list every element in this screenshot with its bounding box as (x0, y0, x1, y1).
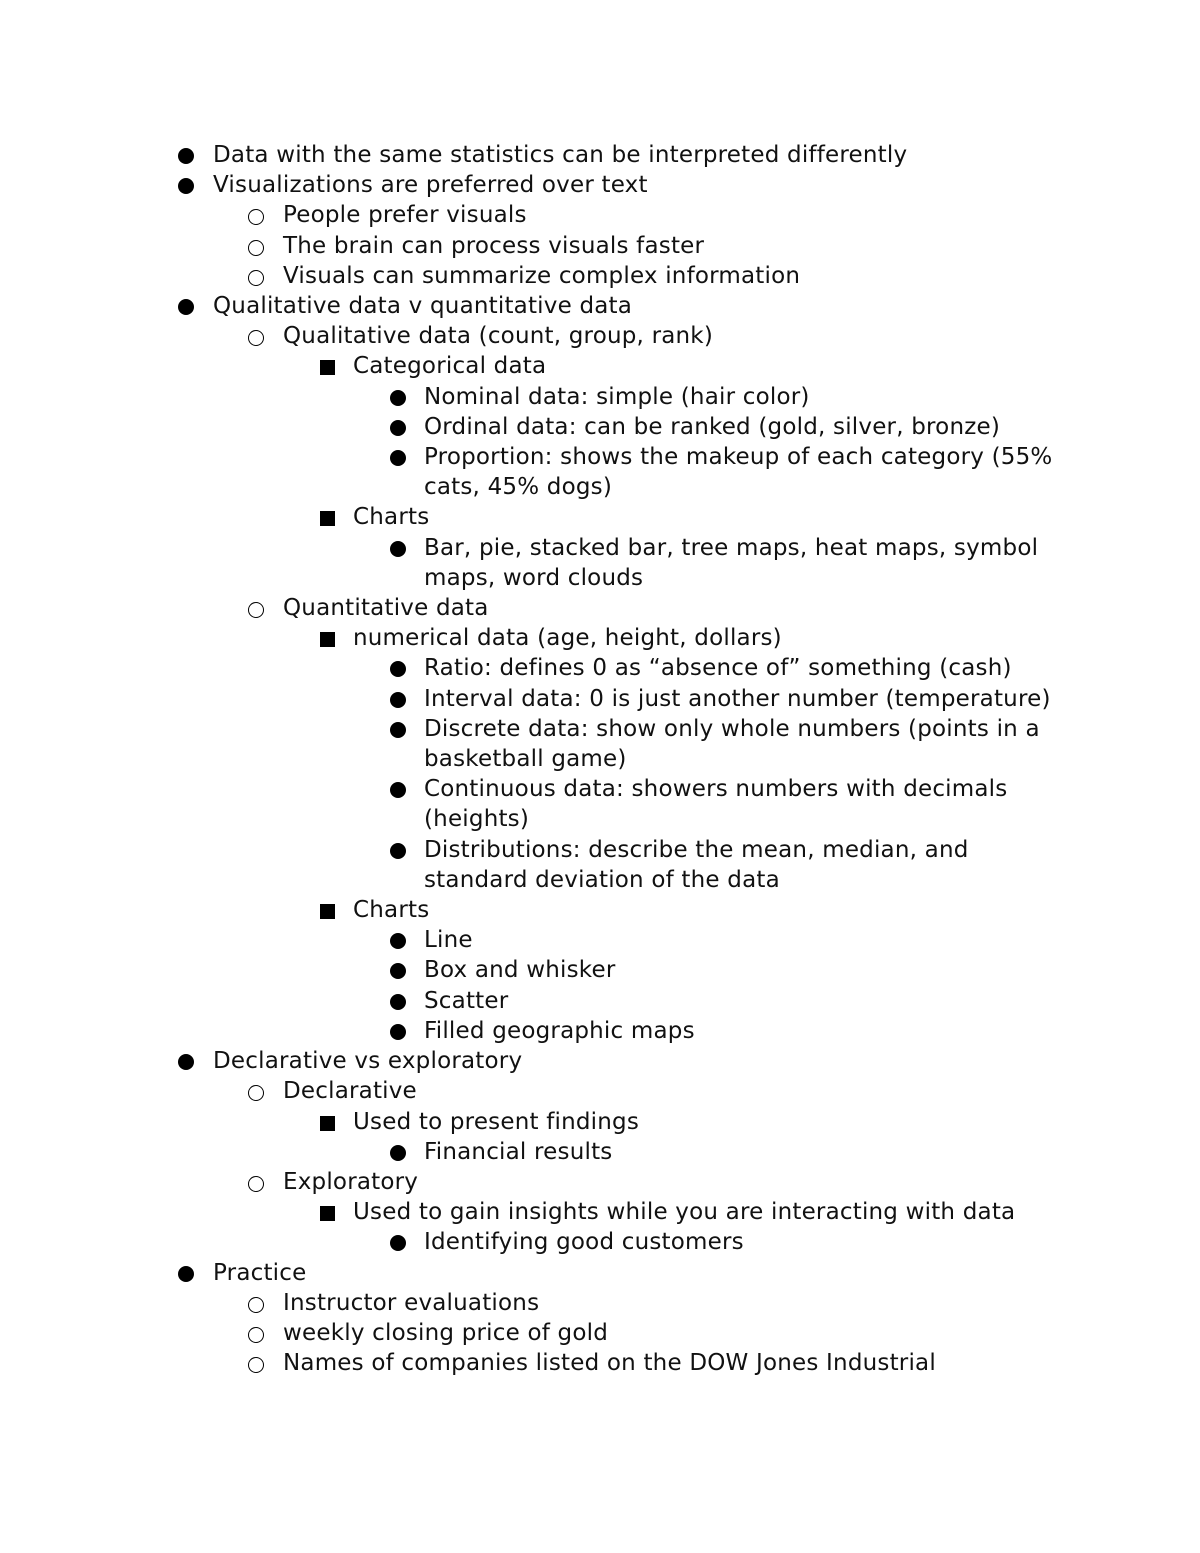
item-text: Visualizations are preferred over text (213, 172, 648, 199)
list-item (0, 533, 1064, 593)
list-item (0, 1318, 1200, 1348)
list-item (0, 140, 1200, 170)
square-bullet-icon (320, 904, 335, 919)
list-item (0, 925, 1064, 955)
disc-bullet-icon (390, 692, 406, 708)
item-text: Distributions: describe the mean, median, and standard deviation of the data (424, 836, 969, 893)
item-text: Bar, pie, stacked bar, tree maps, heat maps, symbol maps, word clouds (424, 534, 1039, 591)
item-text: Declarative vs exploratory (213, 1048, 523, 1075)
item-text: Discrete data: show only whole numbers (points in a basketball game) (424, 715, 1040, 773)
list-item (0, 774, 1064, 834)
disc-bullet-icon (390, 722, 406, 738)
disc-bullet-icon (390, 450, 406, 466)
item-text: Exploratory (283, 1168, 419, 1195)
disc-bullet-icon (178, 1054, 194, 1070)
item-text: Ordinal data: can be ranked (gold, silver, bronze) (424, 413, 1001, 440)
item-text: Box and whisker (424, 957, 616, 984)
disc-bullet-icon (390, 994, 406, 1010)
item-text: Instructor evaluations (283, 1289, 540, 1316)
list-item (0, 1076, 1200, 1106)
disc-bullet-icon (390, 1024, 406, 1040)
list-item (0, 835, 1064, 895)
list-item (0, 442, 1064, 502)
notes-outline (0, 140, 1200, 1378)
list-item (0, 1137, 1064, 1167)
item-text: Charts (353, 504, 430, 531)
list-item (0, 231, 1200, 261)
square-bullet-icon (320, 1116, 335, 1131)
disc-bullet-icon (178, 299, 194, 315)
list-item (0, 502, 1200, 532)
circle-bullet-icon (248, 240, 264, 256)
list-item (0, 1258, 1200, 1288)
item-text: Identifying good customers (424, 1229, 744, 1256)
list-item (0, 200, 1200, 230)
item-text: Used to gain insights while you are interacting with data (353, 1199, 1016, 1226)
list-item (0, 382, 1064, 412)
item-text: Data with the same statistics can be interpreted differently (213, 142, 908, 168)
disc-bullet-icon (390, 390, 406, 406)
item-text: Qualitative data v quantitative data (213, 293, 633, 320)
item-text: Visuals can summarize complex information (283, 262, 801, 289)
list-item (0, 170, 1200, 200)
list-item (0, 895, 1200, 925)
list-item (0, 955, 1064, 985)
item-text: Nominal data: simple (hair color) (424, 383, 810, 410)
list-item (0, 1107, 1200, 1137)
item-text: Continuous data: showers numbers with decimals (heights) (424, 776, 1008, 833)
list-item (0, 1046, 1200, 1076)
disc-bullet-icon (178, 148, 194, 164)
disc-bullet-icon (390, 541, 406, 557)
item-text: Interval data: 0 is just another number (temperature) (424, 685, 1051, 712)
item-text: Qualitative data (count, group, rank) (283, 323, 713, 350)
item-text: Names of companies listed on the DOW Jones Industrial (283, 1350, 936, 1377)
list-item (0, 1348, 1200, 1378)
item-text: Practice (213, 1259, 307, 1286)
disc-bullet-icon (390, 420, 406, 436)
list-item (0, 653, 1064, 683)
list-item (0, 986, 1064, 1016)
item-text: weekly closing price of gold (283, 1319, 609, 1346)
list-item (0, 593, 1200, 623)
item-text: Ratio: defines 0 as “absence of” something (cash) (424, 655, 1012, 682)
item-text: People prefer visuals (283, 202, 527, 229)
list-item (0, 1197, 1200, 1227)
list-item (0, 714, 1064, 774)
item-text: Filled geographic maps (424, 1017, 695, 1044)
circle-bullet-icon (248, 1085, 264, 1101)
item-text: Quantitative data (283, 595, 489, 622)
list-item (0, 623, 1200, 653)
circle-bullet-icon (248, 1297, 264, 1313)
square-bullet-icon (320, 1206, 335, 1221)
circle-bullet-icon (248, 270, 264, 286)
item-text: numerical data (age, height, dollars) (353, 625, 782, 652)
circle-bullet-icon (248, 1176, 264, 1192)
list-item (0, 351, 1200, 381)
disc-bullet-icon (390, 661, 406, 677)
disc-bullet-icon (178, 178, 194, 194)
square-bullet-icon (320, 360, 335, 375)
list-item (0, 291, 1200, 321)
circle-bullet-icon (248, 1327, 264, 1343)
disc-bullet-icon (390, 1235, 406, 1251)
disc-bullet-icon (390, 782, 406, 798)
circle-bullet-icon (248, 1357, 264, 1373)
item-text: Charts (353, 897, 430, 924)
disc-bullet-icon (390, 963, 406, 979)
item-text: Declarative (283, 1078, 417, 1105)
disc-bullet-icon (390, 933, 406, 949)
circle-bullet-icon (248, 330, 264, 346)
circle-bullet-icon (248, 209, 264, 225)
list-item (0, 261, 1200, 291)
item-text: Scatter (424, 987, 509, 1014)
list-item (0, 684, 1064, 714)
list-item (0, 1167, 1200, 1197)
disc-bullet-icon (178, 1266, 194, 1282)
item-text: Categorical data (353, 353, 547, 380)
disc-bullet-icon (390, 1145, 406, 1161)
list-item (0, 1227, 1064, 1257)
item-text: Proportion: shows the makeup of each category (55% cats, 45% dogs) (424, 444, 1053, 501)
list-item (0, 321, 1200, 351)
list-item (0, 1288, 1200, 1318)
disc-bullet-icon (390, 843, 406, 859)
list-item (0, 1016, 1064, 1046)
square-bullet-icon (320, 632, 335, 647)
list-item (0, 412, 1064, 442)
circle-bullet-icon (248, 602, 264, 618)
item-text: Line (424, 927, 473, 954)
square-bullet-icon (320, 511, 335, 526)
item-text: Used to present findings (353, 1108, 640, 1135)
item-text: The brain can process visuals faster (283, 232, 705, 259)
item-text: Financial results (424, 1138, 613, 1165)
